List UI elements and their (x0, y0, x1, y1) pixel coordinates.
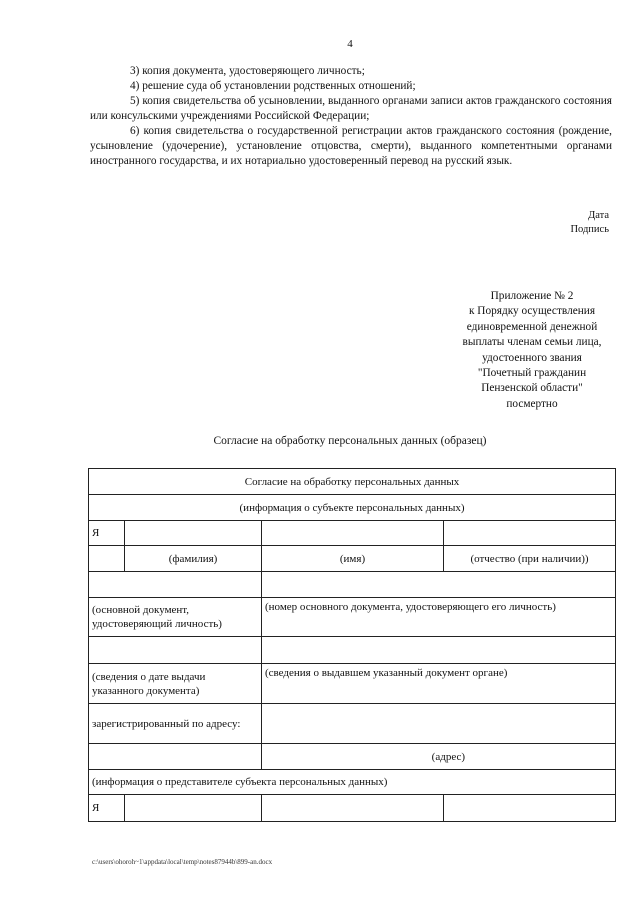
issue-date-caption: (сведения о дате выдачи указанного документа) (89, 664, 262, 704)
doc-number-caption: (номер основного документа, удостоверяющего его личность) (262, 598, 616, 637)
patronymic-field[interactable] (444, 521, 616, 546)
doc-number-field[interactable] (262, 572, 616, 598)
doc-type-caption: (основной документ, удостоверяющий личность) (89, 598, 262, 637)
address-caption: (адрес) (262, 744, 616, 770)
annex-line: Пензенской области" (481, 382, 583, 395)
footer-file-path: c:\users\ohoroh~1\appdata\local\temp\notes87944b\899-an.docx (92, 858, 273, 866)
doc-type-field[interactable] (89, 572, 262, 598)
signature-label: Подпись (570, 224, 609, 235)
rep-surname-field[interactable] (125, 795, 262, 822)
document-list (90, 64, 612, 169)
annex-line: "Почетный гражданин (477, 367, 587, 380)
form-title: Согласие на обработку персональных данных (образец) (213, 435, 487, 447)
surname-field[interactable] (125, 521, 262, 546)
issuer-field[interactable] (262, 637, 616, 664)
rep-name-field[interactable] (262, 795, 444, 822)
name-field[interactable] (262, 521, 444, 546)
consent-form-table (88, 468, 616, 822)
annex-line: посмертно (506, 397, 558, 410)
name-caption: (имя) (262, 546, 444, 572)
address-field[interactable] (262, 704, 616, 744)
rep-patronymic-field[interactable] (444, 795, 616, 822)
annex-line: удостоенного звания (482, 351, 582, 364)
annex-heading (432, 289, 632, 412)
page-number: 4 (347, 38, 353, 50)
list-item: 3) копия документа, удостоверяющего личность; (130, 65, 365, 77)
empty-cell (89, 546, 125, 572)
list-item: 4) решение суда об установлении родственных отношений; (130, 80, 416, 92)
annex-line: к Порядку осуществления (468, 305, 596, 318)
date-label: Дата (588, 210, 609, 221)
representative-section-label: (информация о представителе субъекта персональных данных) (89, 770, 616, 795)
issuer-caption: (сведения о выдавшем указанный документ органе) (262, 664, 616, 704)
annex-line: выплаты членам семьи лица, (462, 336, 602, 349)
ya-label: Я (89, 795, 125, 822)
subject-section-label: (информация о субъекте персональных данных) (89, 495, 616, 521)
issue-date-field[interactable] (89, 637, 262, 664)
list-item: 6) копия свидетельства о государственной регистрации актов гражданского состояния (рождение, усыновление (удочерение), установление отцовства, смерти), выданного компетентными органами иностранного государства, и их нотариально удостоверенный перевод на русский язык. (90, 125, 612, 167)
annex-line: единовременной денежной (466, 320, 598, 333)
patronymic-caption: (отчество (при наличии)) (444, 546, 616, 572)
empty-cell (89, 744, 262, 770)
list-item: 5) копия свидетельства об усыновлении, выданного органами записи актов гражданского состояния или консульскими учреждениями Российской Федерации; (90, 95, 612, 122)
surname-caption: (фамилия) (125, 546, 262, 572)
signature-block (570, 209, 609, 237)
annex-line: Приложение № 2 (490, 290, 574, 302)
registered-label: зарегистрированный по адресу: (89, 704, 262, 744)
form-header: Согласие на обработку персональных данных (89, 469, 616, 495)
ya-label: Я (89, 521, 125, 546)
